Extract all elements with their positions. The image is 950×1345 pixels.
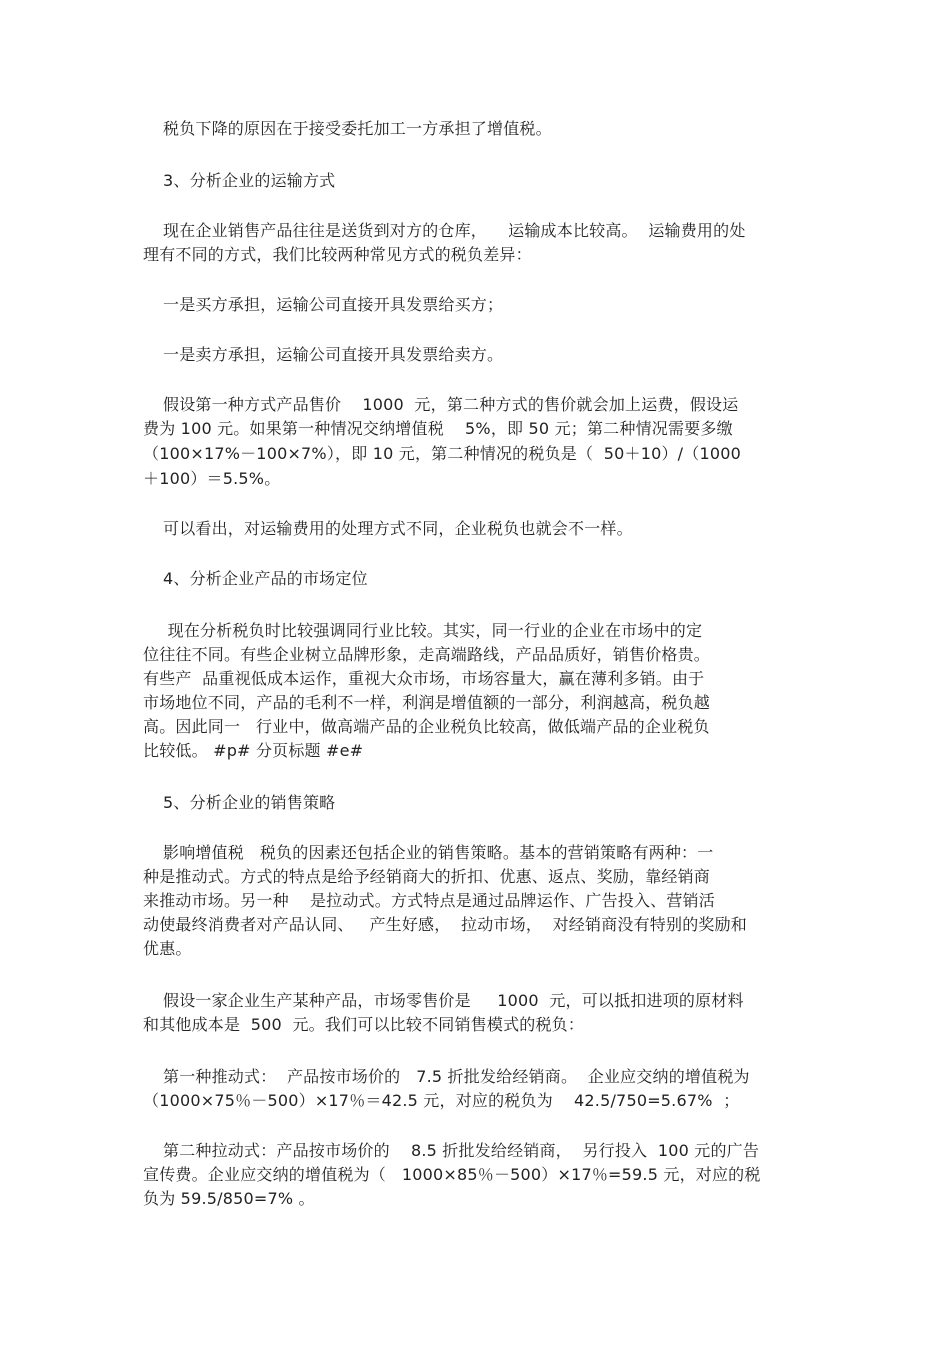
section-heading: 4、分析企业产品的市场定位: [163, 569, 368, 588]
paragraph-line: 宣传费。企业应交纳的增值税为（ 1000×85％－500）×17％=59.5 元，对应的税: [143, 1165, 761, 1184]
paragraph-line: 理有不同的方式，我们比较两种常见方式的税负差异：: [143, 245, 532, 264]
paragraph-line: （1000×75％－500）×17％＝42.5 元，对应的税负为 42.5/750=5.67% ；: [143, 1091, 740, 1110]
paragraph-line: 位往往不同。有些企业树立品牌形象，走高端路线，产品品质好，销售价格贵。: [143, 645, 711, 664]
paragraph-line: 比较低。 #p# 分页标题 #e#: [143, 741, 364, 760]
paragraph-line: 来推动市场。另一种 是拉动式。方式特点是通过品牌运作、广告投入、营销活: [143, 891, 715, 910]
paragraph-line: 第一种推动式： 产品按市场价的 7.5 折批发给经销商。 企业应交纳的增值税为: [163, 1067, 750, 1086]
paragraph-line: 现在分析税负时比较强调同行业比较。其实，同一行业的企业在市场中的定: [157, 621, 703, 640]
paragraph-line: 税负下降的原因在于接受委托加工一方承担了增值税。: [163, 119, 552, 138]
paragraph-line: 影响增值税 税负的因素还包括企业的销售策略。基本的营销策略有两种：一: [163, 843, 714, 862]
paragraph-line: （100×17%－100×7%），即 10 元，第二种情况的税负是（ 50＋10）/（1000: [143, 444, 741, 463]
paragraph-line: 现在企业销售产品往往是送货到对方的仓库， 运输成本比较高。 运输费用的处: [163, 221, 746, 240]
paragraph-line: 动使最终消费者对产品认同、 产生好感， 拉动市场， 对经销商没有特别的奖励和: [143, 915, 748, 934]
paragraph-line: 市场地位不同，产品的毛利不一样，利润是增值额的一部分，利润越高，税负越: [143, 693, 711, 712]
paragraph-line: 种是推动式。方式的特点是给予经销商大的折扣、优惠、返点、奖励，靠经销商: [143, 867, 711, 886]
section-heading: 3、分析企业的运输方式: [163, 171, 336, 190]
paragraph-line: 费为 100 元。如果第一种情况交纳增值税 5%，即 50 元；第二种情况需要多缴: [143, 419, 733, 438]
paragraph-line: 高。因此同一 行业中，做高端产品的企业税负比较高，做低端产品的企业税负: [143, 717, 710, 736]
paragraph-line: ＋100）＝5.5%。: [143, 469, 281, 488]
paragraph-line: 假设第一种方式产品售价 1000 元，第二种方式的售价就会加上运费，假设运: [163, 395, 739, 414]
paragraph-line: 假设一家企业生产某种产品，市场零售价是 1000 元，可以抵扣进项的原材料: [163, 991, 744, 1010]
paragraph-line: 第二种拉动式：产品按市场价的 8.5 折批发给经销商， 另行投入 100 元的广告: [163, 1141, 760, 1160]
paragraph-line: 负为 59.5/850=7% 。: [143, 1189, 315, 1208]
section-heading: 5、分析企业的销售策略: [163, 793, 336, 812]
paragraph-line: 优惠。: [143, 939, 192, 958]
paragraph-line: 可以看出，对运输费用的处理方式不同，企业税负也就会不一样。: [163, 519, 633, 538]
paragraph-line: 和其他成本是 500 元。我们可以比较不同销售模式的税负：: [143, 1015, 585, 1034]
paragraph-line: 一是卖方承担，运输公司直接开具发票给卖方。: [163, 345, 504, 364]
paragraph-line: 一是买方承担，运输公司直接开具发票给买方；: [163, 295, 504, 314]
paragraph-line: 有些产 品重视低成本运作，重视大众市场，市场容量大，赢在薄利多销。由于: [143, 669, 705, 688]
